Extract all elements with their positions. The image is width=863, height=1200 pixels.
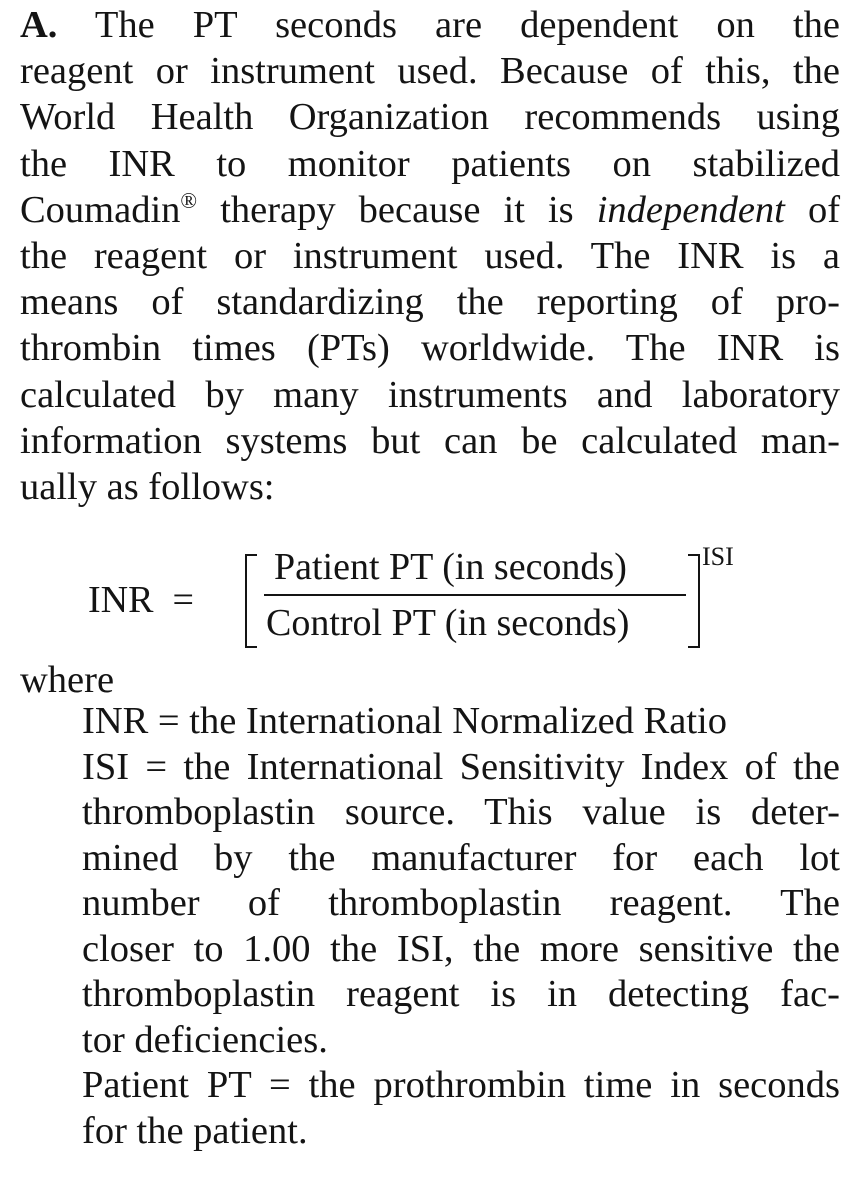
paragraph-line-9: calculated by many instruments and laboratory bbox=[20, 373, 840, 416]
definition-line: number of thromboplastin reagent. The bbox=[82, 882, 840, 924]
paragraph-line-10: information systems but can be calculated man- bbox=[20, 419, 840, 462]
where-label: where bbox=[20, 659, 115, 701]
registered-mark: ® bbox=[180, 187, 198, 213]
definition-list bbox=[20, 699, 840, 1154]
definition-line: ISI = the International Sensitivity Index of the bbox=[82, 745, 840, 788]
definition-line: INR = the International Normalized Ratio bbox=[82, 700, 728, 742]
equation-numerator: Patient PT (in seconds) bbox=[274, 546, 627, 588]
definition-isi bbox=[20, 745, 840, 1064]
paragraph-line-5: Coumadin® therapy because it is independent of bbox=[20, 187, 841, 231]
answer-label: A. bbox=[20, 4, 58, 46]
definition-line: for the patient. bbox=[82, 1109, 308, 1152]
definition-line: closer to 1.00 the ISI, the more sensitive the bbox=[82, 927, 840, 970]
equals-sign: = bbox=[172, 579, 194, 621]
paragraph-line-11: ually as follows: bbox=[20, 466, 275, 509]
definition-line: thromboplastin reagent is in detecting fac- bbox=[82, 973, 840, 1015]
paragraph-line-2: reagent or instrument used. Because of this, the bbox=[20, 50, 840, 93]
left-bracket bbox=[245, 554, 257, 648]
inr-equation bbox=[88, 544, 788, 654]
definition-line: Patient PT = the prothrombin time in seconds bbox=[82, 1064, 840, 1106]
definition-line: tor deficiencies. bbox=[82, 1018, 328, 1061]
definition-patient-pt bbox=[20, 1063, 840, 1154]
answer-paragraph bbox=[20, 0, 840, 510]
definition-inr bbox=[20, 699, 840, 745]
paragraph-line-7: means of standardizing the reporting of pro- bbox=[20, 281, 840, 324]
fraction-bar bbox=[264, 594, 686, 596]
paragraph-line-6: the reagent or instrument used. The INR is a bbox=[20, 235, 840, 278]
equation-lhs: INR = bbox=[88, 579, 194, 621]
definition-line: thromboplastin source. This value is deter- bbox=[82, 791, 840, 833]
paragraph-line-8: thrombin times (PTs) worldwide. The INR is bbox=[20, 327, 840, 370]
equation-exponent: ISI bbox=[702, 542, 734, 571]
paragraph-line-1: A. The PT seconds are dependent on the bbox=[20, 4, 840, 46]
paragraph-line-4: the INR to monitor patients on stabilized bbox=[20, 142, 840, 185]
emphasis-independent: independent bbox=[596, 188, 785, 231]
document-page bbox=[20, 0, 840, 510]
right-bracket bbox=[688, 554, 700, 648]
equation-denominator: Control PT (in seconds) bbox=[266, 602, 630, 644]
definition-line: mined by the manufacturer for each lot bbox=[82, 836, 840, 879]
paragraph-line-3: World Health Organization recommends using bbox=[20, 96, 840, 139]
